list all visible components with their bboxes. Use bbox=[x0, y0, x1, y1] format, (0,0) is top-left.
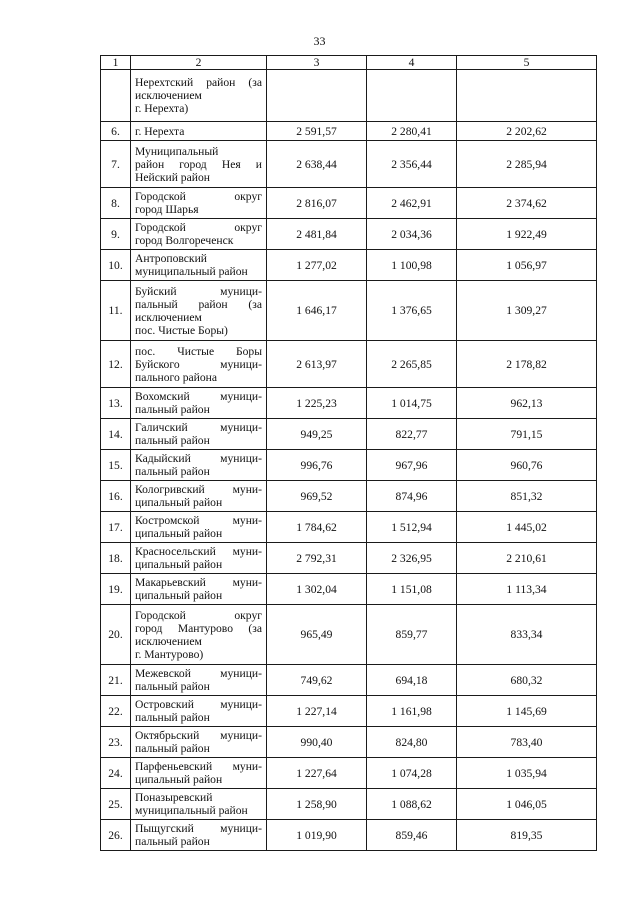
row-number: 17. bbox=[101, 512, 131, 543]
row-number: 23. bbox=[101, 727, 131, 758]
value-col-5: 962,13 bbox=[457, 388, 597, 419]
territory-name bbox=[131, 820, 267, 851]
territory-name-line: Городской округ bbox=[135, 608, 262, 622]
value-col-3: 1 258,90 bbox=[267, 789, 367, 820]
territory-name bbox=[131, 281, 267, 341]
row-number: 15. bbox=[101, 450, 131, 481]
value-col-5: 833,34 bbox=[457, 605, 597, 665]
territory-name-line: муниципальный район bbox=[135, 265, 248, 278]
table-row bbox=[101, 70, 597, 122]
territory-name-line: пальный район bbox=[135, 835, 210, 848]
territory-name bbox=[131, 188, 267, 219]
table-row bbox=[101, 250, 597, 281]
territory-name bbox=[131, 419, 267, 450]
row-number: 11. bbox=[101, 281, 131, 341]
page-number: 33 bbox=[313, 34, 326, 48]
table-row bbox=[101, 141, 597, 188]
table-row bbox=[101, 727, 597, 758]
value-col-5: 1 922,49 bbox=[457, 219, 597, 250]
territory-name-line: Пыщугский муници- bbox=[135, 822, 262, 835]
territory-name-line: пальный район bbox=[135, 711, 210, 724]
value-col-5: 791,15 bbox=[457, 419, 597, 450]
territory-name-line: ципальный район bbox=[135, 558, 223, 571]
territory-name-line: ципальный район bbox=[135, 527, 223, 540]
value-col-5: 2 210,61 bbox=[457, 543, 597, 574]
value-col-4: 824,80 bbox=[367, 727, 457, 758]
territory-name-line: Галичский муници- bbox=[135, 421, 262, 434]
row-number: 13. bbox=[101, 388, 131, 419]
territory-name-line: Макарьевский муни- bbox=[135, 576, 262, 589]
row-number bbox=[101, 70, 131, 122]
value-col-3: 969,52 bbox=[267, 481, 367, 512]
value-col-5: 1 046,05 bbox=[457, 789, 597, 820]
table-row bbox=[101, 820, 597, 851]
table-row bbox=[101, 188, 597, 219]
territory-name-line: пальный район bbox=[135, 680, 210, 693]
territory-name-line: Поназыревский bbox=[135, 791, 213, 804]
value-col-3: 2 613,97 bbox=[267, 341, 367, 388]
value-col-5: 1 056,97 bbox=[457, 250, 597, 281]
value-col-5: 1 145,69 bbox=[457, 696, 597, 727]
table-row bbox=[101, 512, 597, 543]
table-row bbox=[101, 341, 597, 388]
territory-name-line: район город Нея и bbox=[135, 157, 262, 171]
row-number: 16. bbox=[101, 481, 131, 512]
territory-name-line: Кологривский муни- bbox=[135, 483, 262, 496]
territory-name-line: Красносельский муни- bbox=[135, 545, 262, 558]
territory-name bbox=[131, 543, 267, 574]
territory-name bbox=[131, 727, 267, 758]
territory-name-line: исключением bbox=[135, 310, 202, 324]
territory-name bbox=[131, 341, 267, 388]
table-row bbox=[101, 665, 597, 696]
territory-name-line: г. Нерехта) bbox=[135, 102, 189, 115]
value-col-4: 1 161,98 bbox=[367, 696, 457, 727]
territory-name-line: Парфеньевский муни- bbox=[135, 760, 262, 773]
value-col-4: 2 356,44 bbox=[367, 141, 457, 188]
value-col-3: 990,40 bbox=[267, 727, 367, 758]
value-col-3: 2 481,84 bbox=[267, 219, 367, 250]
value-col-3: 749,62 bbox=[267, 665, 367, 696]
territory-name-line: Антроповский bbox=[135, 252, 207, 265]
territory-name-line: Нерехтский район (за bbox=[135, 76, 262, 89]
row-number: 18. bbox=[101, 543, 131, 574]
territory-name-line: пос. Чистые Боры) bbox=[135, 323, 228, 337]
table-row bbox=[101, 122, 597, 141]
value-col-3: 1 019,90 bbox=[267, 820, 367, 851]
territory-name bbox=[131, 481, 267, 512]
table-row bbox=[101, 419, 597, 450]
value-col-3: 1 225,23 bbox=[267, 388, 367, 419]
value-col-4 bbox=[367, 70, 457, 122]
territory-name-line: Муниципальный bbox=[135, 144, 219, 158]
header-cell-1: 1 bbox=[101, 56, 131, 70]
value-col-4: 859,46 bbox=[367, 820, 457, 851]
value-col-4: 2 462,91 bbox=[367, 188, 457, 219]
row-number: 9. bbox=[101, 219, 131, 250]
territory-name-line: ципальный район bbox=[135, 589, 223, 602]
row-number: 25. bbox=[101, 789, 131, 820]
territory-name bbox=[131, 696, 267, 727]
value-col-3: 2 591,57 bbox=[267, 122, 367, 141]
value-col-5: 2 178,82 bbox=[457, 341, 597, 388]
territory-name-line: Нейский район bbox=[135, 170, 210, 184]
value-col-3 bbox=[267, 70, 367, 122]
territory-name-line: Кадыйский муници- bbox=[135, 452, 262, 465]
table-row bbox=[101, 481, 597, 512]
territory-name-line: Костромской муни- bbox=[135, 514, 262, 527]
value-col-4: 1 014,75 bbox=[367, 388, 457, 419]
value-col-4: 2 034,36 bbox=[367, 219, 457, 250]
territory-name-line: пальный район bbox=[135, 403, 210, 416]
territory-name bbox=[131, 758, 267, 789]
value-col-3: 965,49 bbox=[267, 605, 367, 665]
territory-name bbox=[131, 665, 267, 696]
row-number: 8. bbox=[101, 188, 131, 219]
value-col-5: 819,35 bbox=[457, 820, 597, 851]
value-col-3: 1 646,17 bbox=[267, 281, 367, 341]
value-col-3: 2 638,44 bbox=[267, 141, 367, 188]
value-col-3: 1 784,62 bbox=[267, 512, 367, 543]
territory-name bbox=[131, 450, 267, 481]
table-row bbox=[101, 574, 597, 605]
territory-name bbox=[131, 141, 267, 188]
header-cell-5: 5 bbox=[457, 56, 597, 70]
value-col-3: 1 227,14 bbox=[267, 696, 367, 727]
value-col-4: 1 088,62 bbox=[367, 789, 457, 820]
value-col-4: 1 074,28 bbox=[367, 758, 457, 789]
table-row bbox=[101, 219, 597, 250]
territory-name-line: Буйский муници- bbox=[135, 284, 262, 298]
value-col-5: 783,40 bbox=[457, 727, 597, 758]
row-number: 14. bbox=[101, 419, 131, 450]
value-col-5: 680,32 bbox=[457, 665, 597, 696]
value-col-3: 996,76 bbox=[267, 450, 367, 481]
row-number: 19. bbox=[101, 574, 131, 605]
territory-name-line: пальный район bbox=[135, 742, 210, 755]
territory-name bbox=[131, 789, 267, 820]
table-row bbox=[101, 758, 597, 789]
value-col-3: 2 816,07 bbox=[267, 188, 367, 219]
value-col-5: 960,76 bbox=[457, 450, 597, 481]
territory-name-line: Вохомский муници- bbox=[135, 390, 262, 403]
territory-name-line: г. Нерехта bbox=[135, 124, 185, 138]
territory-name-line: исключением bbox=[135, 89, 202, 102]
territory-name-line: г. Мантурово) bbox=[135, 647, 204, 661]
value-col-5: 2 202,62 bbox=[457, 122, 597, 141]
value-col-3: 1 302,04 bbox=[267, 574, 367, 605]
value-col-3: 949,25 bbox=[267, 419, 367, 450]
territory-name bbox=[131, 605, 267, 665]
value-col-3: 1 277,02 bbox=[267, 250, 367, 281]
header-cell-4: 4 bbox=[367, 56, 457, 70]
row-number: 22. bbox=[101, 696, 131, 727]
territory-name-line: ципальный район bbox=[135, 773, 223, 786]
value-col-3: 1 227,64 bbox=[267, 758, 367, 789]
table-row bbox=[101, 605, 597, 665]
value-col-4: 694,18 bbox=[367, 665, 457, 696]
row-number: 20. bbox=[101, 605, 131, 665]
table-body bbox=[101, 56, 597, 851]
value-col-4: 1 151,08 bbox=[367, 574, 457, 605]
territory-name-line: пальный район bbox=[135, 465, 210, 478]
value-col-4: 1 512,94 bbox=[367, 512, 457, 543]
value-col-5 bbox=[457, 70, 597, 122]
table-row bbox=[101, 696, 597, 727]
value-col-4: 874,96 bbox=[367, 481, 457, 512]
territory-name bbox=[131, 250, 267, 281]
territory-name-line: пального района bbox=[135, 370, 217, 384]
territory-name-line: город Шарья bbox=[135, 203, 199, 216]
row-number: 24. bbox=[101, 758, 131, 789]
value-col-5: 851,32 bbox=[457, 481, 597, 512]
territory-name-line: Городской округ bbox=[135, 190, 262, 203]
territory-name bbox=[131, 388, 267, 419]
territory-name-line: пальный район (за bbox=[135, 297, 262, 311]
value-col-4: 967,96 bbox=[367, 450, 457, 481]
value-col-4: 2 280,41 bbox=[367, 122, 457, 141]
value-col-4: 859,77 bbox=[367, 605, 457, 665]
value-col-5: 1 113,34 bbox=[457, 574, 597, 605]
territory-name-line: Городской округ bbox=[135, 221, 262, 234]
value-col-4: 1 376,65 bbox=[367, 281, 457, 341]
value-col-5: 2 374,62 bbox=[457, 188, 597, 219]
value-col-4: 2 265,85 bbox=[367, 341, 457, 388]
territory-name bbox=[131, 70, 267, 122]
territory-name-line: пос. Чистые Боры bbox=[135, 344, 262, 358]
table-row bbox=[101, 281, 597, 341]
territory-name-line: город Волгореченск bbox=[135, 234, 234, 247]
territory-name-line: Буйского муници- bbox=[135, 357, 262, 371]
value-col-5: 1 035,94 bbox=[457, 758, 597, 789]
table-row bbox=[101, 388, 597, 419]
row-number: 10. bbox=[101, 250, 131, 281]
territory-name bbox=[131, 219, 267, 250]
value-col-4: 822,77 bbox=[367, 419, 457, 450]
row-number: 26. bbox=[101, 820, 131, 851]
territory-name-line: муниципальный район bbox=[135, 804, 248, 817]
territory-name-line: город Мантурово (за bbox=[135, 621, 262, 635]
row-number: 7. bbox=[101, 141, 131, 188]
value-col-3: 2 792,31 bbox=[267, 543, 367, 574]
territory-name bbox=[131, 512, 267, 543]
value-col-5: 2 285,94 bbox=[457, 141, 597, 188]
table-row bbox=[101, 543, 597, 574]
territory-name bbox=[131, 122, 267, 141]
territory-name-line: Островский муници- bbox=[135, 698, 262, 711]
territory-name-line: ципальный район bbox=[135, 496, 223, 509]
value-col-5: 1 309,27 bbox=[457, 281, 597, 341]
row-number: 6. bbox=[101, 122, 131, 141]
territory-name-line: пальный район bbox=[135, 434, 210, 447]
row-number: 12. bbox=[101, 341, 131, 388]
table-row bbox=[101, 450, 597, 481]
value-col-4: 1 100,98 bbox=[367, 250, 457, 281]
tariff-table bbox=[100, 55, 597, 851]
header-cell-3: 3 bbox=[267, 56, 367, 70]
territory-name-line: Октябрьский муници- bbox=[135, 729, 262, 742]
territory-name-line: Межевской муници- bbox=[135, 667, 262, 680]
row-number: 21. bbox=[101, 665, 131, 696]
table-row bbox=[101, 789, 597, 820]
header-row bbox=[101, 56, 597, 70]
header-cell-2: 2 bbox=[131, 56, 267, 70]
value-col-5: 1 445,02 bbox=[457, 512, 597, 543]
value-col-4: 2 326,95 bbox=[367, 543, 457, 574]
territory-name-line: исключением bbox=[135, 634, 202, 648]
territory-name bbox=[131, 574, 267, 605]
